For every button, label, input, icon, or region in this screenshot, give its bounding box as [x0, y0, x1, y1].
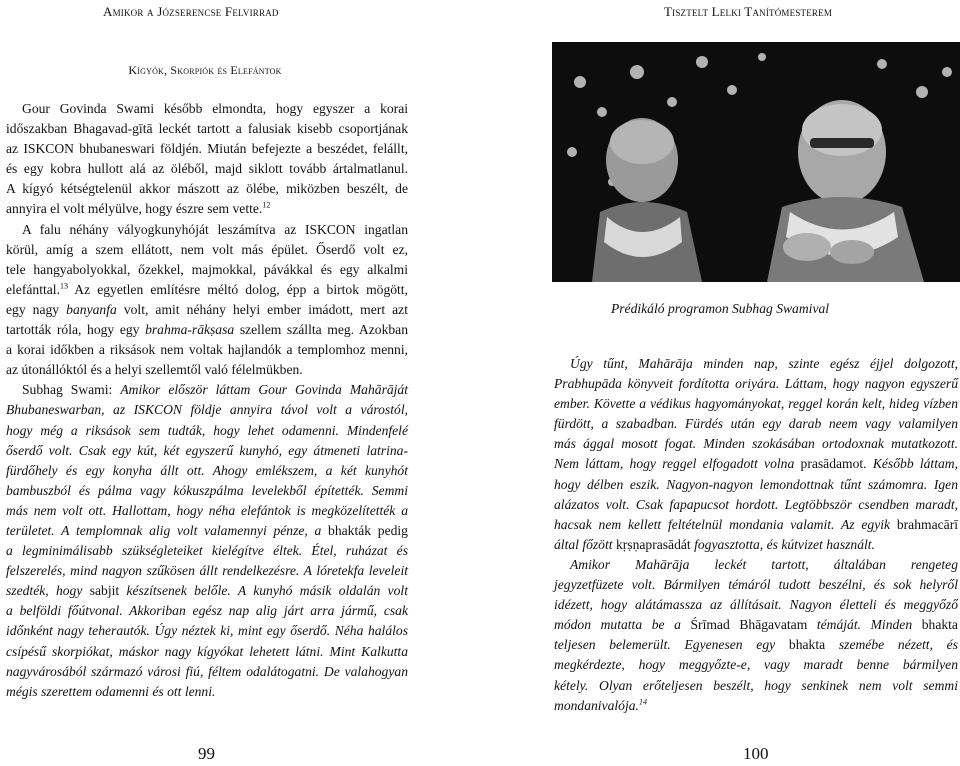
text-line: a belföldi főútvonal. Akkoriban egész nap alig járt arra jármű, csak [6, 603, 408, 619]
page-number-right: 100 [743, 744, 769, 763]
text-line: hogy délben eszik. Nagyon-nagyon lemondottnak tűnt számomra. Igen [554, 476, 958, 492]
text-line: szedték, hogy sabjit készítsenek belőle. A kunyhó másik oldalán volt [6, 583, 408, 599]
text-line: Amikor Mahārāja leckét tartott, általában rengeteg [570, 556, 958, 572]
text-line: nagyvárosából származó városi fiú, féltem odalátogatni. De valahogyan [6, 663, 408, 679]
text-line: körül, amíg a szem ellátott, nem volt más épület. Őserdő volt ez, [6, 241, 408, 257]
text-line: és egy kobra hullott alá az öléből, majd siklott tovább ártalmatlanul. [6, 161, 408, 177]
text-line: területet. A templomnak alig volt valamennyi pénze, a bhakták pedig [6, 522, 408, 538]
text-line: hogy még a riksások sem tudták, hogy lehet odamenni. Mindenfelé [6, 422, 408, 438]
text-line: ember. Követte a védikus hagyományokat, reggel korán kelt, hideg vízben [554, 396, 958, 412]
text-line: idézett, hogy alátámassza az állításait. Nagyon életteli és meggyőző [554, 597, 958, 613]
text-line: őserdő volt. Csak egy kút, két egyszerű kunyhó, egy átmeneti latrina- [6, 442, 408, 458]
text-line: tele hangyabolyokkal, őzekkel, majmokkal, pávákkal és egy alkalmi [6, 261, 408, 277]
text-line: a korai időkben a riksások nem voltak hajlandók a templomhoz menni, [6, 342, 408, 358]
text-line: Subhag Swami: Amikor először láttam Gour Govinda Mahārāját [22, 382, 409, 398]
text-line: hacsak nem kellett feltételnül mondania valamit. Az egyik brahmacārī [554, 516, 958, 532]
text-line: a legminimálisabb szükségleteiket kielégítve éltek. Étel, ruházat és [6, 543, 408, 559]
text-line: Bhubaneswarban, az ISKCON földje annyira távol volt a várostól, [6, 402, 408, 418]
text-line: mondanivalója.$^{14}$ [554, 697, 647, 713]
text-line: bambuszból és pálma vagy kókuszpálma levelekből építették. Semmi [6, 482, 408, 498]
text-line: jegyzetfüzete volt. Bármilyen témáról tudott beszélni, és sok helyről [554, 577, 958, 593]
text-line: egy nagy banyanfa volt, amit néhány helyi ember imádott, mert azt [6, 301, 408, 317]
text-line: időnként nagy teherautók. Úgy néztek ki, mint egy őserdő. Néha halálos [6, 623, 408, 639]
running-head-left: Amikor a Józserencse Felvirrad [103, 4, 279, 19]
text-line: Úgy tűnt, Mahārāja minden nap, szinte egész éjjel dolgozott, [570, 356, 958, 371]
text-line: más nem volt ott. Hallottam, hogy néha elefántok is megközelítették a [6, 502, 408, 518]
text-line: teljesen belemerült. Egyenesen egy bhakta szemébe nézett, és [554, 637, 959, 653]
text-line: elefánttal.$^{13}$ Az egyetlen említésre méltó dolog, épp a birtok mögött, [6, 281, 408, 297]
text-line: más ággal mosott fogat. Minden szokásában ortodoxnak mutatkozott. [554, 436, 958, 452]
text-line: Gour Govinda Swami később elmondta, hogy egyszer a korai [22, 101, 408, 116]
text-line: alázatos volt. Csak fapapucsot hordott. Legtöbbször csendben maradt, [554, 496, 958, 512]
text-line: A falu néhány vályogkunyhóját leszámítva az ISKCON ingatlan [22, 221, 408, 237]
photo-two-swamis [552, 42, 960, 282]
text-line: fürdött, a szabadban. Fürdés után egy darab neem vagy valamilyen [554, 416, 958, 432]
section-title: Kígyók, Skorpiók és Elefántok [128, 63, 282, 77]
text-line: felszerelés, mind nagyon szűkösen állt rendelkezésre. A lóretekfa leveleit [6, 563, 408, 579]
footnote-ref: 14 [638, 697, 647, 707]
left-body-text [6, 99, 408, 702]
text-line: A kígyó kétségtelenül akkor mászott az ölébe, miközben beszélt, de [6, 181, 408, 197]
text-line: csípésű skorpiókat, máskor nagy kígyókat lehetett látni. Mint Kalkutta [6, 643, 408, 659]
running-head-right: Tisztelt Lelki Tanítómesterem [664, 4, 833, 19]
text-line: annyira el volt mélyülve, hogy észre sem vette.$^{12}$ [6, 200, 271, 217]
page-number-left: 99 [198, 744, 215, 763]
text-line: megkérdezte, hogy meggyőzte-e, vagy maradt benne bármilyen [554, 657, 958, 673]
text-line: az útonállóktól és a helyi szellemtől való félelmükben. [6, 362, 303, 378]
text-line: Nem láttam, hogy reggel elfogadott volna prasādamot. Később láttam, [554, 456, 958, 472]
text-line: Prabhupāda könyveit fordította oriyára. Láttam, hogy nagyon egyszerű [554, 376, 958, 392]
photo-caption: Prédikáló programon Subhag Swamival [610, 301, 830, 316]
footnote-ref: 13 [59, 281, 68, 291]
text-line: időszakban Bhagavad-gītā leckét tartott a falusiak kisebb csoportjának [6, 121, 408, 137]
photo-illustration [552, 42, 960, 282]
text-line: tartották róla, hogy egy brahma-rākṣasa szellem szállta meg. Azokban [6, 322, 408, 338]
text-line: módon mutatta be a Śrīmad Bhāgavatam témáját. Minden bhakta [554, 617, 958, 633]
text-line: kétely. Olyan erőteljesen beszélt, hogy senkinek nem volt semmi [554, 677, 958, 693]
text-line: mégis szerettem odamenni és ott lenni. [6, 683, 216, 699]
footnote-ref: 12 [262, 200, 271, 210]
text-line: által főzött kṛṣṇaprasādát fogyasztotta, és kútvizet használt. [554, 536, 875, 552]
text-line: az ISKCON bhubaneswari földjén. Miután befejezte a beszédet, felállt, [6, 141, 408, 157]
text-line: fürdőhely és egy konyha állt ott. Ahogy emlékszem, a két kunyhót [6, 462, 408, 478]
